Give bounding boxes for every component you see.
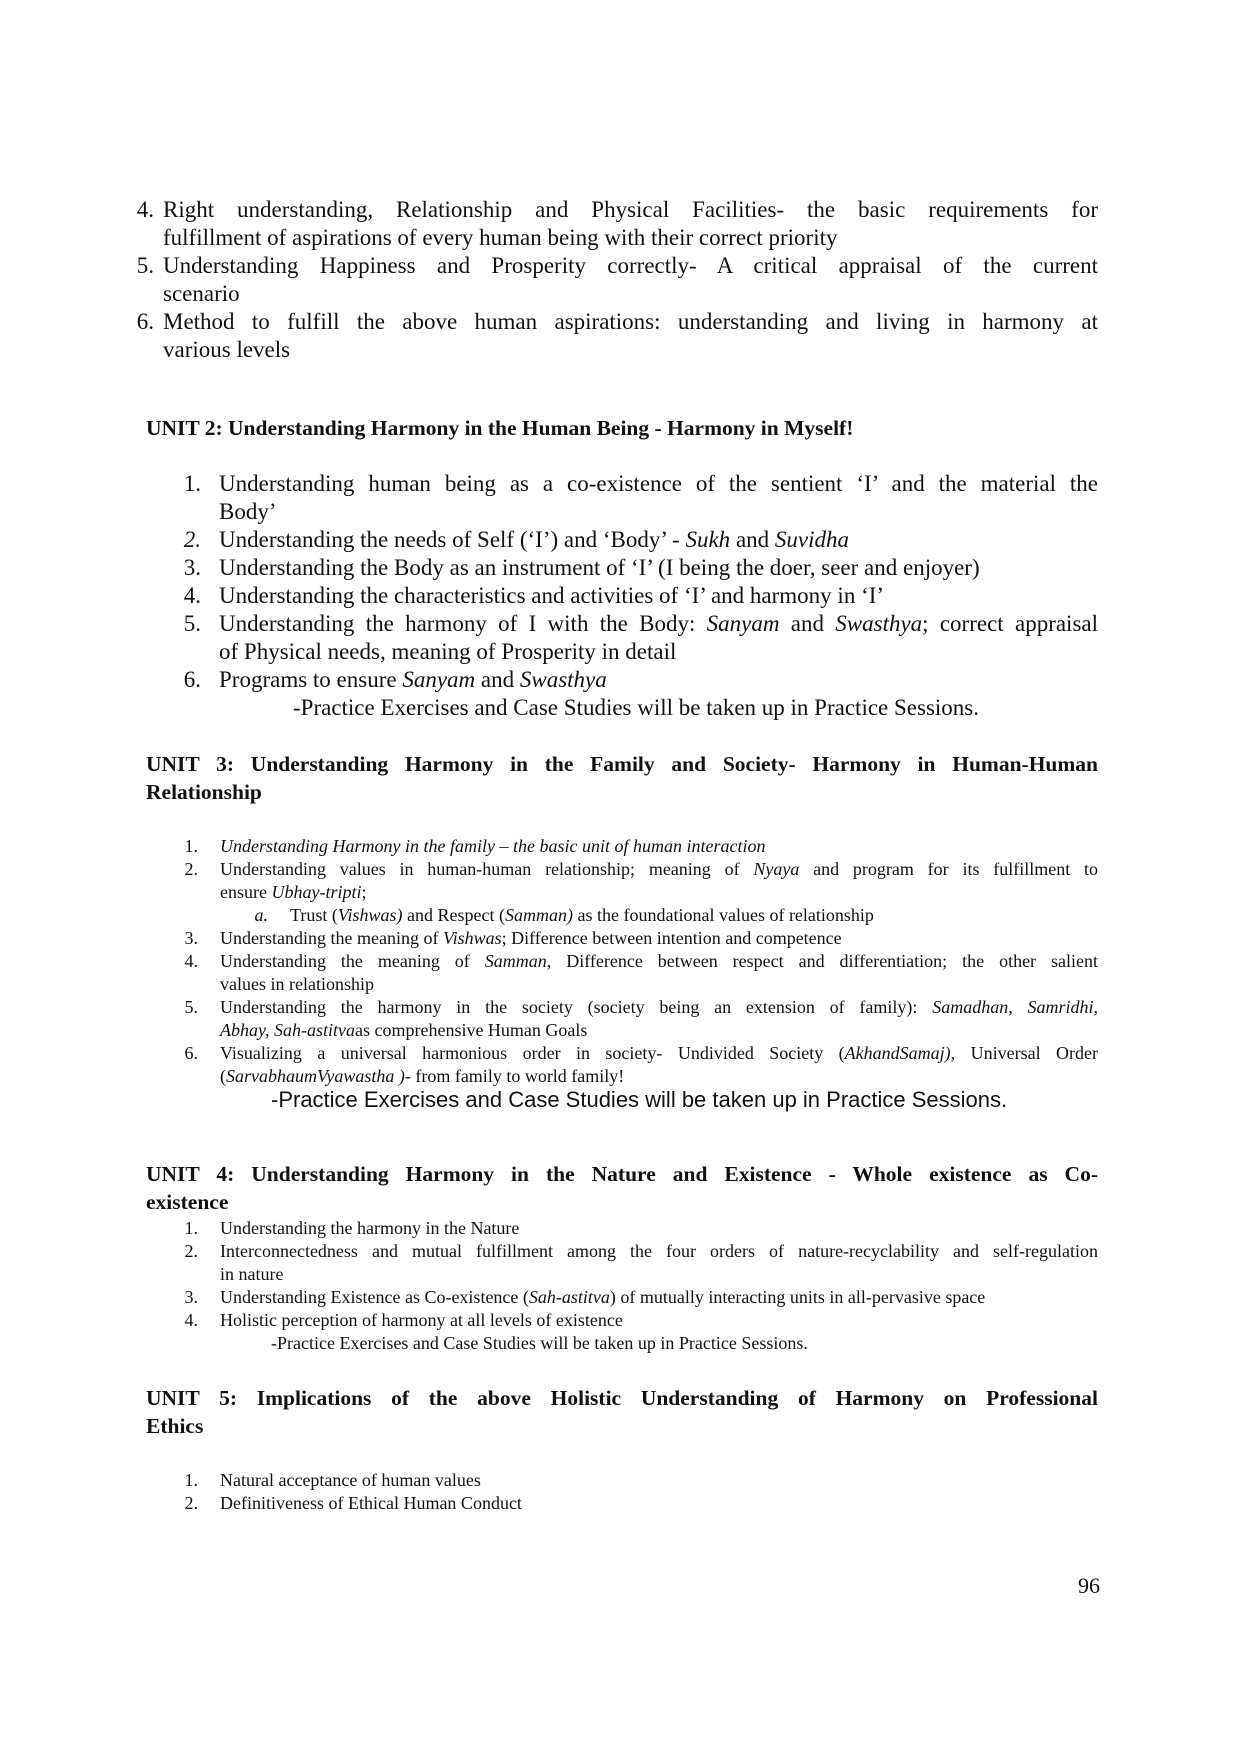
heading-line: UNIT 3: Understanding Harmony in the Family and Society- Harmony in Human-Human (146, 752, 1098, 776)
list-item (170, 835, 1098, 858)
list-number: 3. (183, 555, 201, 580)
list-letter: a. (254, 905, 268, 925)
list-number: 5. (136, 253, 154, 278)
list-number: 6. (183, 667, 201, 692)
unit-5-heading (146, 1384, 1098, 1440)
list-item (170, 858, 1098, 904)
text-run: Understanding Existence as Co-existence ( (220, 1287, 529, 1307)
practice-note: -Practice Exercises and Case Studies will be taken up in Practice Sessions. (271, 1333, 808, 1353)
italic-term: Sukh (685, 527, 731, 552)
text-run: , Difference between respect and differentiation; the other salient (546, 951, 1098, 971)
list-number: 5. (184, 997, 198, 1017)
list-number: 4. (184, 1310, 198, 1330)
italic-term: Swasthya (519, 667, 607, 692)
list-item (160, 470, 1098, 526)
list-item (160, 610, 1098, 666)
list-number: 4. (183, 583, 201, 608)
italic-term: Vishwas (442, 928, 502, 948)
list-number: 1. (184, 1470, 198, 1490)
list-item (120, 196, 1098, 252)
italic-term: SarvabhaumVyawastha ) (226, 1066, 405, 1086)
text-run: Understanding values in human-human relationship; meaning of (220, 859, 754, 879)
unit-3-heading (146, 750, 1098, 806)
italic-term: Sanyam (402, 667, 476, 692)
list-text-line: fulfillment of aspirations of every human being with their correct priority (163, 225, 838, 250)
italic-term: Samman) (505, 905, 573, 925)
text-run: as comprehensive Human Goals (354, 1020, 588, 1040)
list-number: 6. (184, 1043, 198, 1063)
list-text-line: Understanding Harmony in the family – the basic unit of human interaction (220, 836, 766, 856)
list-number: 2. (184, 1493, 198, 1513)
list-item (170, 1042, 1098, 1088)
text-run: ; Difference between intention and competence (501, 928, 842, 948)
heading-line: Relationship (146, 780, 262, 804)
list-text-line: Understanding Happiness and Prosperity correctly- A critical appraisal of the current (163, 253, 1098, 278)
practice-note: -Practice Exercises and Case Studies will be taken up in Practice Sessions. (293, 695, 979, 720)
text-run: and (730, 527, 775, 552)
unit-4-heading (146, 1160, 1098, 1216)
list-text-line: Right understanding, Relationship and Physical Facilities- the basic requirements for (163, 197, 1098, 222)
text-run: ) of mutually interacting units in all-pervasive space (609, 1287, 986, 1307)
list-subitem (250, 904, 1098, 927)
list-item (170, 1286, 1098, 1309)
list-text-line: Understanding human being as a co-existence of the sentient ‘I’ and the material the (219, 471, 1098, 496)
list-number: 2. (184, 1241, 198, 1261)
list-number: 5. (183, 611, 201, 636)
text-run: and (779, 611, 836, 636)
text-run: and Respect ( (402, 905, 505, 925)
italic-term: AkhandSamaj), (844, 1043, 956, 1063)
list-item (120, 308, 1098, 364)
list-text-line: Understanding the harmony in the Nature (220, 1218, 520, 1238)
list-text-line: Natural acceptance of human values (220, 1470, 481, 1490)
list-number: 6. (136, 309, 154, 334)
text-run: Visualizing a universal harmonious order in society- Undivided Society ( (220, 1043, 845, 1063)
list-item (170, 1492, 1098, 1515)
text-run: Programs to ensure (219, 667, 403, 692)
list-text-line: Definitiveness of Ethical Human Conduct (220, 1493, 522, 1513)
text-run: Trust ( (290, 905, 338, 925)
italic-term: Nyaya (753, 859, 800, 879)
list-number: 4. (136, 197, 154, 222)
italic-term: Sanyam (706, 611, 780, 636)
list-text-line: Holistic perception of harmony at all levels of existence (220, 1310, 623, 1330)
list-number: 1. (183, 471, 201, 496)
text-run: ensure (220, 882, 272, 902)
list-text-line: Body’ (219, 499, 277, 524)
italic-term: Ubhay-tripti (271, 882, 362, 902)
list-number: 3. (184, 928, 198, 948)
text-run: ( (220, 1066, 226, 1086)
italic-term: Sah-astitva (528, 1287, 610, 1307)
list-item (160, 666, 1098, 694)
text-run: Understanding the meaning of (220, 951, 485, 971)
list-item (120, 252, 1098, 308)
heading-line: UNIT 4: Understanding Harmony in the Nature and Existence - Whole existence as Co- (146, 1162, 1098, 1186)
text-run: Understanding the needs of Self (‘I’) and ‘Body’ - (219, 527, 686, 552)
list-text-line: Method to fulfill the above human aspirations: understanding and living in harmony at (163, 309, 1098, 334)
list-number: 2. (183, 527, 201, 552)
list-item (170, 1309, 1098, 1332)
text-run: Universal Order (955, 1043, 1098, 1063)
text-run: and program for its fulfillment to (799, 859, 1098, 879)
list-text-line: Understanding the characteristics and activities of ‘I’ and harmony in ‘I’ (219, 583, 885, 608)
list-number: 1. (184, 1218, 198, 1238)
list-item (170, 1240, 1098, 1286)
text-run: - from family to world family! (404, 1066, 625, 1086)
text-run: Understanding the meaning of (220, 928, 443, 948)
list-number: 3. (184, 1287, 198, 1307)
text-run: Understanding the harmony of I with the Body: (219, 611, 707, 636)
list-text-line: various levels (163, 337, 291, 362)
text-run: ; correct appraisal (922, 611, 1098, 636)
text-run: Understanding the harmony in the society (society being an extension of family): (220, 997, 933, 1017)
unit-2-heading: UNIT 2: Understanding Harmony in the Human Being - Harmony in Myself! (146, 416, 854, 440)
page-number: 96 (1078, 1573, 1100, 1598)
italic-term: Abhay, Sah-astitva (220, 1020, 355, 1040)
list-item (170, 927, 1098, 950)
text-run: ; (361, 882, 367, 902)
practice-note: -Practice Exercises and Case Studies will be taken up in Practice Sessions. (271, 1087, 1008, 1112)
list-text-line: in nature (220, 1264, 284, 1284)
list-text-line: Understanding the Body as an instrument of ‘I’ (I being the doer, seer and enjoyer) (219, 555, 980, 580)
list-item (160, 554, 1098, 582)
list-item (160, 582, 1098, 610)
list-number: 1. (184, 836, 198, 856)
list-item (170, 996, 1098, 1042)
italic-term: Suvidha (774, 527, 850, 552)
list-text-line: Interconnectedness and mutual fulfillment among the four orders of nature-recyclability and self-regulation (220, 1241, 1098, 1261)
heading-line: Ethics (146, 1414, 204, 1438)
italic-term: Vishwas) (337, 905, 403, 925)
italic-term: Samman (484, 951, 547, 971)
text-run: as the foundational values of relationship (573, 905, 874, 925)
list-item (170, 950, 1098, 996)
italic-term: Swasthya (835, 611, 923, 636)
list-text-line: of Physical needs, meaning of Prosperity in detail (219, 639, 677, 664)
list-number: 4. (184, 951, 198, 971)
heading-line: UNIT 5: Implications of the above Holistic Understanding of Harmony on Professional (146, 1386, 1098, 1410)
heading-line: existence (146, 1190, 229, 1214)
list-number: 2. (184, 859, 198, 879)
list-item (170, 1469, 1098, 1492)
italic-term: Samadhan, Samridhi, (932, 997, 1098, 1017)
list-text-line: values in relationship (220, 974, 374, 994)
list-item (160, 526, 1098, 554)
list-text-line: scenario (163, 281, 240, 306)
list-item (170, 1217, 1098, 1240)
text-run: and (475, 667, 520, 692)
